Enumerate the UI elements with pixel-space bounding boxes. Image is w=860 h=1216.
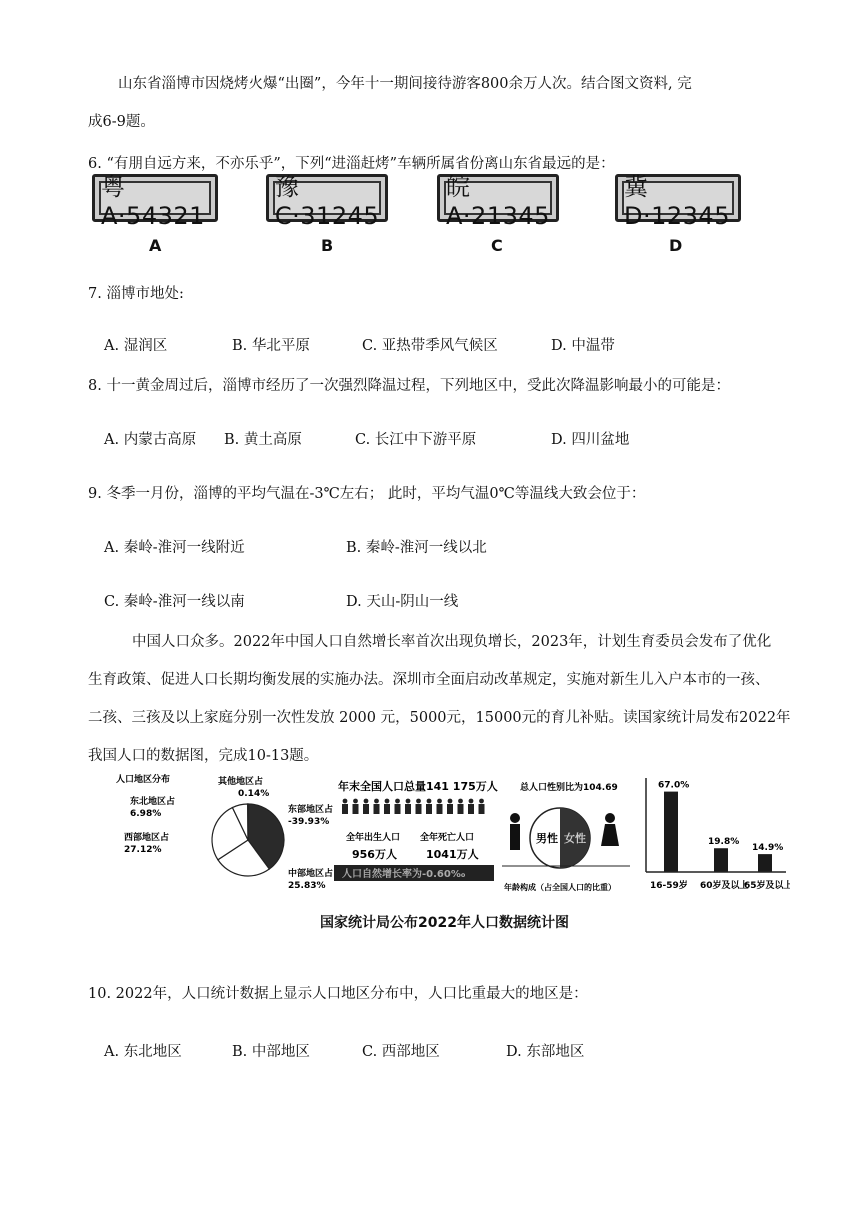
plate-text: 豫C·31245 xyxy=(274,172,380,230)
age-bar-chart xyxy=(650,781,790,891)
question-7-stem: 7. 淄博市地处: xyxy=(88,286,184,302)
person-icon-body xyxy=(447,804,453,814)
age-caption: 年龄构成（占全国人口的比重） xyxy=(504,883,616,892)
figure-caption: 国家统计局公布2022年人口数据统计图 xyxy=(320,915,569,931)
plate-text: 冀D·12345 xyxy=(622,181,734,215)
option-d[interactable]: D. 中温带 xyxy=(551,338,615,354)
births-value: 956万人 xyxy=(352,848,397,861)
births-label: 全年出生人口 xyxy=(346,833,401,843)
pie-label-central-title: 中部地区占 xyxy=(288,869,334,879)
age-bar xyxy=(664,792,678,872)
intro-paragraph-line: 山东省淄博市因烧烤火爆“出圈”，今年十一期间接待游客800余万人次。结合图文资料, 完 xyxy=(118,76,692,92)
plate-label-d: D xyxy=(669,236,683,255)
person-icon-body xyxy=(458,804,464,814)
person-icon xyxy=(364,799,369,804)
female-figure-icon xyxy=(601,813,619,846)
question-6-stem: 6. “有朋自远方来，不亦乐乎”，下列“进淄赶烤”车辆所属省份离山东省最远的是： xyxy=(88,156,615,172)
option-d[interactable]: D. 东部地区 xyxy=(506,1044,585,1060)
population-figure xyxy=(110,768,790,908)
license-plate-a xyxy=(92,172,218,230)
male-figure-icon xyxy=(510,813,520,850)
person-icon xyxy=(448,799,453,804)
growth-rate: 人口自然增长率为-0.60‰ xyxy=(342,869,466,880)
person-icon-body xyxy=(479,804,485,814)
person-icon xyxy=(479,799,484,804)
plate-label-b: B xyxy=(321,236,334,255)
person-icon-body xyxy=(384,804,390,814)
age-bar xyxy=(714,848,728,872)
option-c[interactable]: C. 秦岭-淮河一线以南 xyxy=(104,594,245,610)
person-icon xyxy=(353,799,358,804)
sex-ratio: 总人口性别比为104.69 xyxy=(520,783,618,793)
person-icon xyxy=(458,799,463,804)
pie-label-west-title: 西部地区占 xyxy=(124,833,170,843)
age-bar xyxy=(758,854,772,872)
pie-label-northeast-title: 东北地区占 xyxy=(130,797,176,807)
option-a[interactable]: A. 湿润区 xyxy=(104,338,168,354)
question-9-stem: 9. 冬季一月份，淄博的平均气温在-3℃左右； 此时，平均气温0℃等温线大致会位于： xyxy=(88,486,646,502)
person-icon xyxy=(437,799,442,804)
age-bar-value: 19.8% xyxy=(708,837,740,848)
option-b[interactable]: B. 秦岭-淮河一线以北 xyxy=(346,540,487,556)
option-d[interactable]: D. 四川盆地 xyxy=(551,432,630,448)
person-icon-body xyxy=(468,804,474,814)
pie-label-west-value: 27.12% xyxy=(124,845,162,855)
plate-text: 粤A·54321 xyxy=(99,181,211,215)
male-label: 男性 xyxy=(536,832,558,845)
option-c[interactable]: C. 西部地区 xyxy=(362,1044,440,1060)
person-icon-body xyxy=(437,804,443,814)
option-b[interactable]: B. 华北平原 xyxy=(232,338,310,354)
person-icon-body xyxy=(353,804,359,814)
female-label: 女性 xyxy=(564,832,586,845)
age-group-label: 16-59岁 xyxy=(650,881,688,891)
person-icon xyxy=(385,799,390,804)
license-plate-d xyxy=(615,172,741,230)
person-icon-body xyxy=(405,804,411,814)
person-icon xyxy=(427,799,432,804)
age-group-label: 60岁及以上 xyxy=(700,881,749,891)
pie-label-east-title: 东部地区占 xyxy=(288,805,334,815)
person-icon-body xyxy=(374,804,380,814)
plate-text: 皖A·21345 xyxy=(444,181,552,215)
age-group-label: 65岁及以上 xyxy=(744,881,790,891)
plate-label-a: A xyxy=(149,236,162,255)
person-icon-body xyxy=(395,804,401,814)
option-a[interactable]: A. 内蒙古高原 xyxy=(104,432,197,448)
person-icon xyxy=(469,799,474,804)
option-b[interactable]: B. 中部地区 xyxy=(232,1044,310,1060)
intro-paragraph-line: 生育政策、促进人口长期均衡发展的实施办法。深圳市全面启动改革规定，实施对新生儿入户本市的一孩、 xyxy=(88,672,770,688)
license-plate-c xyxy=(437,172,559,230)
plate-label-c: C xyxy=(491,236,503,255)
person-icon-body xyxy=(426,804,432,814)
total-population: 年末全国人口总量141 175万人 xyxy=(338,780,498,793)
person-icon-body xyxy=(363,804,369,814)
intro-paragraph-line: 二孩、三孩及以上家庭分别一次性发放 2000 元，5000元，15000元的育儿补贴。读国家统计局发布2022年 xyxy=(88,710,791,726)
intro-paragraph-line: 中国人口众多。2022年中国人口自然增长率首次出现负增长，2023年，计划生育委员会发布了优化 xyxy=(132,634,772,650)
pie-title: 人口地区分布 xyxy=(116,775,171,785)
option-b[interactable]: B. 黄土高原 xyxy=(224,432,302,448)
pie-label-other-title: 其他地区占 xyxy=(218,777,264,787)
region-pie-chart xyxy=(212,804,284,876)
age-bar-value: 67.0% xyxy=(658,780,690,791)
person-icon xyxy=(416,799,421,804)
pie-label-other-value: 0.14% xyxy=(238,789,270,799)
question-10-stem: 10. 2022年，人口统计数据上显示人口地区分布中，人口比重最大的地区是： xyxy=(88,986,588,1002)
option-c[interactable]: C. 亚热带季风气候区 xyxy=(362,338,498,354)
pie-label-central-value: 25.83% xyxy=(288,881,326,891)
person-icon xyxy=(374,799,379,804)
license-plate-b xyxy=(266,172,388,230)
pie-label-east-value: -39.93% xyxy=(288,817,330,827)
person-icon xyxy=(343,799,348,804)
figure-svg xyxy=(110,768,790,908)
option-d[interactable]: D. 天山-阴山一线 xyxy=(346,594,459,610)
person-icon-body xyxy=(416,804,422,814)
person-icon xyxy=(395,799,400,804)
option-a[interactable]: A. 秦岭-淮河一线附近 xyxy=(104,540,245,556)
option-c[interactable]: C. 长江中下游平原 xyxy=(355,432,477,448)
person-icon-body xyxy=(342,804,348,814)
question-8-stem: 8. 十一黄金周过后，淄博市经历了一次强烈降温过程，下列地区中，受此次降温影响最小的可能是： xyxy=(88,378,730,394)
age-bar-value: 14.9% xyxy=(752,843,784,854)
intro-paragraph-line: 我国人口的数据图，完成10-13题。 xyxy=(88,748,319,764)
option-a[interactable]: A. 东北地区 xyxy=(104,1044,182,1060)
people-icons xyxy=(338,798,486,814)
person-icon xyxy=(406,799,411,804)
pie-label-northeast-value: 6.98% xyxy=(130,809,162,819)
deaths-value: 1041万人 xyxy=(426,848,479,861)
deaths-label: 全年死亡人口 xyxy=(420,833,475,843)
intro-paragraph-line: 成6-9题。 xyxy=(88,114,155,130)
